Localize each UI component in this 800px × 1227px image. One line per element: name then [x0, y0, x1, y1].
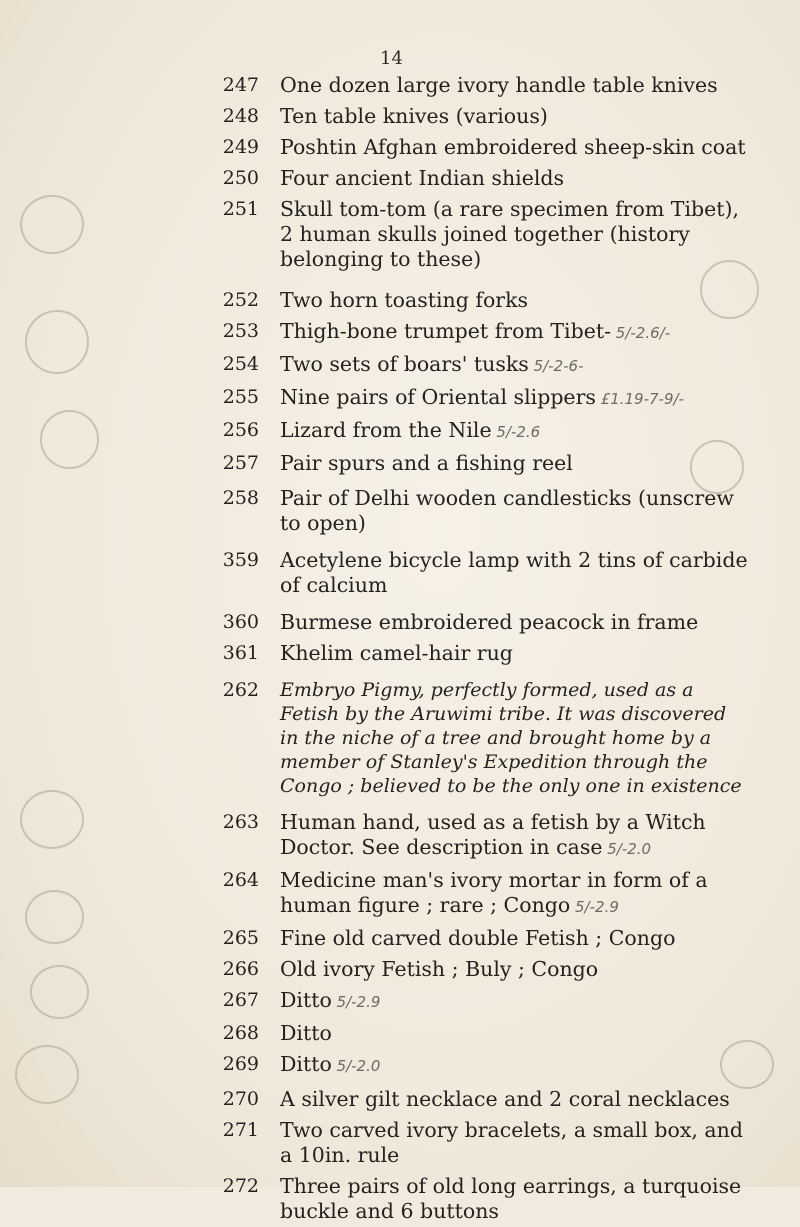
- lot-description: [280, 1084, 750, 1115]
- lot-entry: [0, 70, 800, 101]
- lot-description: [280, 382, 750, 415]
- lot-text: Embryo Pigmy, perfectly formed, used as a Fetish by the Aruwimi tribe. It was discovered in the niche of a tree and brought home by a member of Stanley's Expedition through the Congo ; believed to be the only one in existence: [280, 679, 742, 797]
- lot-number: 266: [222, 958, 259, 980]
- lot-entry: [0, 675, 800, 801]
- lot-text: Ditto: [280, 1021, 332, 1045]
- lot-text: Old ivory Fetish ; Buly ; Congo: [280, 957, 599, 981]
- lot-number: 257: [222, 452, 259, 474]
- lot-text: Ditto: [280, 988, 332, 1012]
- lot-entry: [0, 545, 800, 601]
- lot-number: 272: [222, 1175, 259, 1197]
- lot-number: 250: [222, 167, 259, 189]
- lot-entry: [0, 1084, 800, 1115]
- lot-description: [280, 675, 750, 801]
- lot-text: Pair spurs and a fishing reel: [280, 451, 573, 475]
- lot-entry: [0, 316, 800, 349]
- lot-entry: [0, 607, 800, 638]
- lot-number: 258: [222, 487, 259, 509]
- handwritten-price-note: 5/-2.0: [602, 840, 652, 858]
- lot-entry: [0, 448, 800, 479]
- lot-text: Human hand, used as a fetish by a Witch Doctor. See description in case: [280, 810, 706, 859]
- lot-number: 265: [222, 927, 259, 949]
- lot-entry: [0, 954, 800, 985]
- lot-entry: [0, 349, 800, 382]
- lot-number: 255: [222, 386, 259, 408]
- lot-text: Poshtin Afghan embroidered sheep-skin coat: [280, 135, 746, 159]
- lot-text: Burmese embroidered peacock in frame: [280, 610, 699, 634]
- lot-entry: [0, 415, 800, 448]
- lot-entry: [0, 1115, 800, 1171]
- lot-number: 361: [222, 642, 259, 664]
- lot-description: [280, 349, 750, 382]
- lot-text: Two sets of boars' tusks: [280, 352, 529, 376]
- lot-text: Fine old carved double Fetish ; Congo: [280, 926, 676, 950]
- lot-number: 254: [222, 353, 259, 375]
- lot-entry: [0, 865, 800, 923]
- handwritten-price-note: 5/-2.0: [331, 1057, 381, 1075]
- lot-number: 253: [222, 320, 259, 342]
- lot-description: [280, 985, 750, 1018]
- page-number: 14: [380, 48, 403, 69]
- lot-number: 262: [222, 679, 259, 701]
- lot-number: 247: [222, 74, 259, 96]
- lot-entry: [0, 923, 800, 954]
- lot-text: Nine pairs of Oriental slippers: [280, 385, 596, 409]
- lot-number: 256: [222, 419, 259, 441]
- lot-description: [280, 1171, 750, 1227]
- lot-text: Three pairs of old long earrings, a turquoise buckle and 6 buttons: [280, 1174, 742, 1223]
- handwritten-price-note: 5/-2.9: [331, 993, 381, 1011]
- lot-number: 248: [222, 105, 259, 127]
- lot-number: 270: [222, 1088, 259, 1110]
- lot-text: Acetylene bicycle lamp with 2 tins of carbide of calcium: [280, 548, 748, 597]
- lot-description: [280, 545, 750, 601]
- lot-entry: [0, 807, 800, 865]
- lot-description: [280, 194, 750, 275]
- lot-entry: [0, 1049, 800, 1082]
- lot-description: [280, 285, 750, 316]
- lot-number: 268: [222, 1022, 259, 1044]
- lot-number: 269: [222, 1053, 259, 1075]
- lot-text: Four ancient Indian shields: [280, 166, 565, 190]
- handwritten-price-note: 5/-2.9: [570, 898, 619, 916]
- lot-text: Ditto: [280, 1052, 332, 1076]
- handwritten-price-note: 5/-2.6/-: [611, 324, 671, 342]
- lot-description: [280, 1115, 750, 1171]
- lot-text: Two carved ivory bracelets, a small box, and a 10in. rule: [280, 1118, 743, 1167]
- lot-description: [280, 1018, 750, 1049]
- handwritten-price-note: £1.19-7-9/-: [595, 390, 684, 408]
- lot-entry: [0, 638, 800, 669]
- lot-text: Medicine man's ivory mortar in form of a human figure ; rare ; Congo: [280, 868, 708, 917]
- lot-number: 359: [222, 549, 259, 571]
- lot-text: Lizard from the Nile: [280, 418, 492, 442]
- lot-description: [280, 865, 750, 923]
- lot-number: 251: [222, 198, 259, 220]
- lot-entry: [0, 285, 800, 316]
- lot-text: Thigh-bone trumpet from Tibet-: [280, 319, 612, 343]
- lot-entry: [0, 101, 800, 132]
- lot-description: [280, 448, 750, 479]
- lot-description: [280, 163, 750, 194]
- lot-description: [280, 70, 750, 101]
- lot-entry: [0, 194, 800, 275]
- lot-list: [0, 70, 800, 1227]
- lot-description: [280, 807, 750, 865]
- lot-entry: [0, 382, 800, 415]
- handwritten-price-note: 5/-2.6: [491, 423, 541, 441]
- lot-number: 252: [222, 289, 259, 311]
- lot-text: Khelim camel-hair rug: [280, 641, 513, 665]
- lot-description: [280, 1049, 750, 1082]
- lot-description: [280, 132, 750, 163]
- lot-text: Skull tom-tom (a rare specimen from Tibet), 2 human skulls joined together (history belonging to these): [280, 197, 740, 271]
- lot-number: 263: [222, 811, 259, 833]
- lot-entry: [0, 132, 800, 163]
- lot-entry: [0, 985, 800, 1018]
- handwritten-price-note: 5/-2-6-: [528, 357, 584, 375]
- lot-description: [280, 923, 750, 954]
- lot-entry: [0, 163, 800, 194]
- lot-number: 271: [222, 1119, 259, 1141]
- lot-description: [280, 415, 750, 448]
- lot-number: 249: [222, 136, 259, 158]
- lot-description: [280, 607, 750, 638]
- lot-text: Two horn toasting forks: [280, 288, 529, 312]
- lot-text: Ten table knives (various): [280, 104, 548, 128]
- lot-description: [280, 101, 750, 132]
- lot-text: Pair of Delhi wooden candlesticks (unscrew to open): [280, 486, 734, 535]
- lot-description: [280, 316, 750, 349]
- lot-description: [280, 483, 750, 539]
- lot-text: One dozen large ivory handle table knives: [280, 73, 718, 97]
- lot-number: 264: [222, 869, 259, 891]
- lot-entry: [0, 483, 800, 539]
- lot-description: [280, 954, 750, 985]
- lot-entry: [0, 1018, 800, 1049]
- lot-number: 267: [222, 989, 259, 1011]
- lot-entry: [0, 1171, 800, 1227]
- lot-text: A silver gilt necklace and 2 coral necklaces: [280, 1087, 730, 1111]
- lot-description: [280, 638, 750, 669]
- lot-number: 360: [222, 611, 259, 633]
